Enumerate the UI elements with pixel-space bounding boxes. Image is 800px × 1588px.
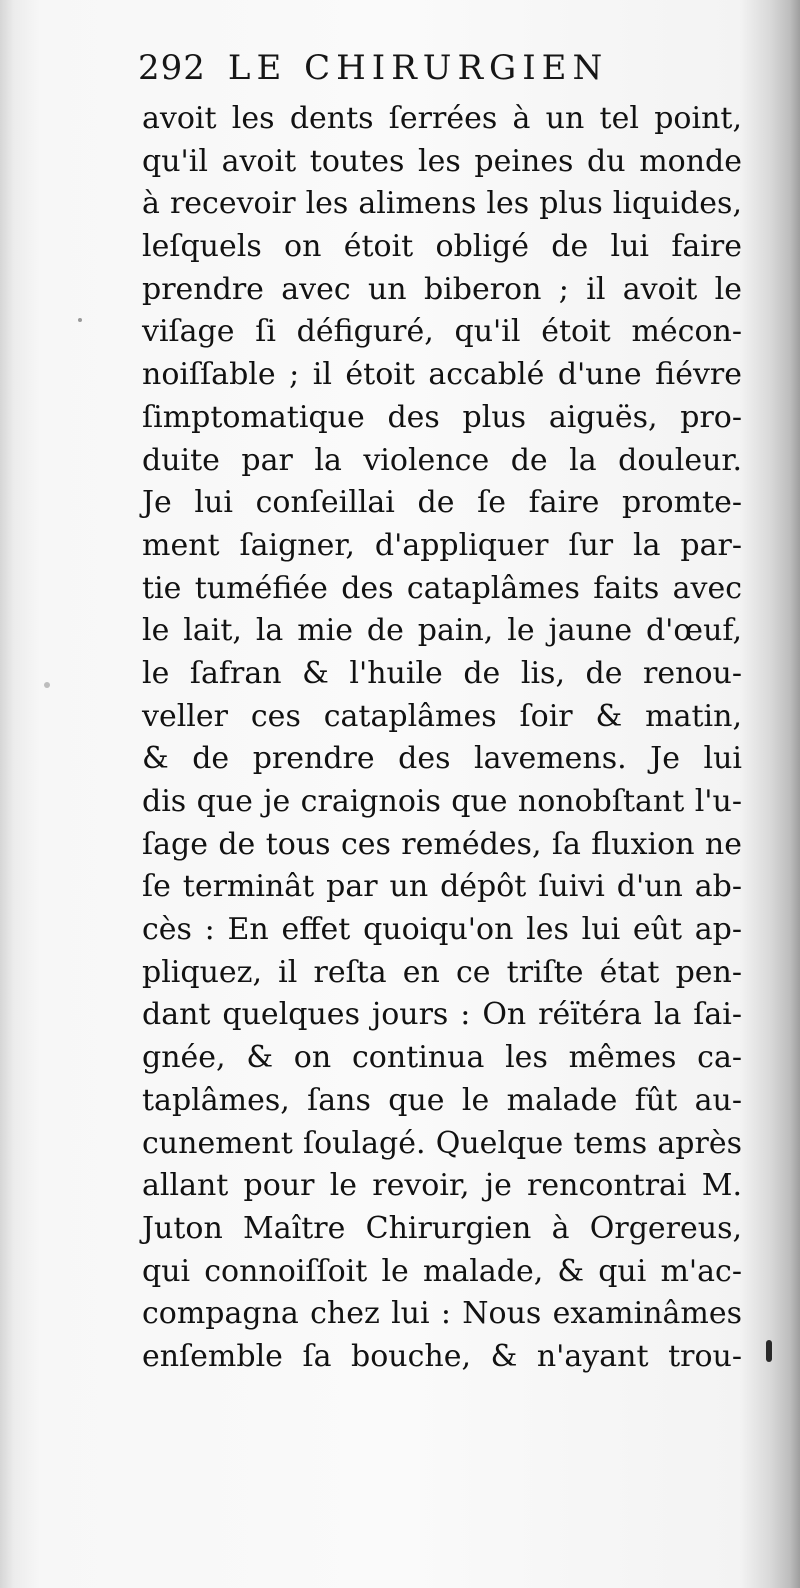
text-line: Juton Maître Chirurgien à Orgereus, bbox=[142, 1210, 742, 1246]
text-line: Je lui conſeillai de ſe faire promte- bbox=[142, 485, 742, 521]
text-line: taplâmes, ſans que le malade fût au- bbox=[142, 1082, 742, 1118]
text-line: ſe terminât par un dépôt ſuivi d'un ab- bbox=[142, 869, 742, 905]
text-line: & de prendre des lavemens. Je lui bbox=[142, 741, 742, 777]
text-line: le lait, la mie de pain, le jaune d'œuf, bbox=[142, 613, 742, 649]
text-line: dis que je craignois que nonobſtant l'u- bbox=[142, 784, 742, 819]
paper-speck bbox=[78, 318, 82, 322]
text-line: gnée, & on continua les mêmes ca- bbox=[142, 1040, 742, 1076]
text-line: ſage de tous ces remédes, ſa fluxion ne bbox=[142, 826, 742, 862]
text-line: duite par la violence de la douleur. bbox=[142, 442, 742, 478]
text-line: qu'il avoit toutes les peines du monde bbox=[142, 143, 742, 179]
text-line: qui connoiſſoit le malade, & qui m'ac- bbox=[142, 1253, 742, 1289]
text-line: noiſſable ; il étoit accablé d'une fiévre bbox=[142, 357, 742, 393]
text-line: avoit les dents ſerrées à un tel point, bbox=[142, 101, 742, 136]
text-line: leſquels on étoit obligé de lui faire bbox=[142, 229, 742, 265]
page-header bbox=[138, 48, 608, 88]
paper-speck bbox=[766, 1340, 772, 1362]
text-line: ſimptomatique des plus aiguës, pro- bbox=[142, 399, 742, 435]
text-line: compagna chez lui : Nous examinâmes bbox=[142, 1296, 742, 1332]
text-line: viſage ſi défiguré, qu'il étoit mécon- bbox=[142, 314, 742, 350]
text-line: enſemble ſa bouche, & n'ayant trou- bbox=[142, 1338, 742, 1374]
running-title: LE CHIRURGIEN bbox=[227, 48, 609, 88]
text-line: tie tuméfiée des cataplâmes faits avec bbox=[142, 570, 742, 606]
text-line: le ſafran & l'huile de lis, de renou- bbox=[142, 655, 742, 691]
text-line: cunement ſoulagé. Quelque tems après bbox=[142, 1125, 742, 1161]
text-line: dant quelques jours : On réïtéra la ſai- bbox=[142, 997, 742, 1033]
page-number: 292 bbox=[138, 48, 206, 88]
text-line: ment ſaigner, d'appliquer ſur la par- bbox=[142, 527, 742, 563]
text-line: à recevoir les alimens les plus liquides, bbox=[142, 186, 742, 222]
text-line: prendre avec un biberon ; il avoit le bbox=[142, 271, 742, 307]
paper-speck bbox=[44, 682, 50, 688]
text-line: pliquez, il reſta en ce triſte état pen- bbox=[142, 954, 742, 990]
text-line: cès : En effet quoiqu'on les lui eût ap- bbox=[142, 912, 742, 948]
text-line: allant pour le revoir, je rencontrai M. bbox=[142, 1168, 742, 1204]
text-line: veller ces cataplâmes ſoir & matin, bbox=[142, 698, 742, 734]
body-text bbox=[142, 98, 742, 1379]
